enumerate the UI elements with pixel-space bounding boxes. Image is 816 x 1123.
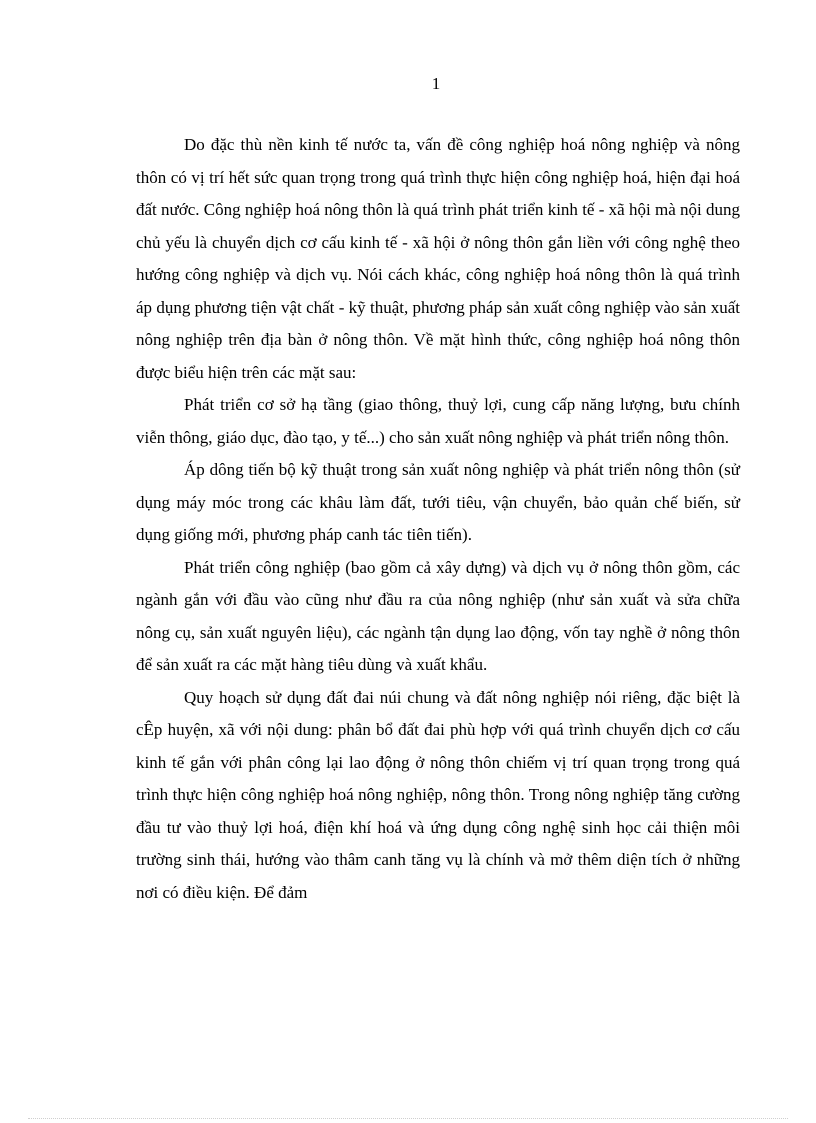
page-number: 1	[431, 74, 441, 93]
paragraph-1: Do đặc thù nền kinh tế nước ta, vấn đề công nghiệp hoá nông nghiệp và nông thôn có vị trí hết sức quan trọng trong quá trình thực hiện công nghiệp hoá, hiện đại hoá đất nước. Công nghiệp hoá nông thôn là quá trình phát triển kinh tế - xã hội mà nội dung chủ yếu là chuyển dịch cơ cấu kinh tế - xã hội ở nông thôn gắn liền với công nghệ theo hướng công nghiệp và dịch vụ. Nói cách khác, công nghiệp hoá nông thôn là quá trình áp dụng phương tiện vật chất - kỹ thuật, phương pháp sản xuất công nghiệp vào sản xuất nông nghiệp trên địa bàn ở nông thôn. Về mặt hình thức, công nghiệp hoá nông thôn được biểu hiện trên các mặt sau:	[136, 135, 740, 382]
paragraph-2: Phát triển cơ sở hạ tầng (giao thông, thuỷ lợi, cung cấp năng lượng, bưu chính viễn thông, giáo dục, đào tạo, y tế...) cho sản xuất nông nghiệp và phát triển nông thôn.	[136, 395, 740, 447]
page-bottom-divider	[28, 1118, 788, 1119]
document-body	[136, 129, 740, 909]
paragraph-5: Quy hoạch sử dụng đất đai núi chung và đất nông nghiệp nói riêng, đặc biệt là cÊp huyện, xã với nội dung: phân bổ đất đai phù hợp với quá trình chuyển dịch cơ cấu kinh tế gắn với phân công lại lao động ở nông thôn chiếm vị trí quan trọng trong quá trình thực hiện công nghiệp hoá nông nghiệp, nông thôn. Trong nông nghiệp tăng cường đầu tư vào thuỷ lợi hoá, điện khí hoá và ứng dụng công nghệ sinh học cải thiện môi trường sinh thái, hướng vào thâm canh tăng vụ là chính và mở thêm diện tích ở những nơi có điều kiện. Để đảm	[136, 687, 740, 902]
paragraph-3: Áp dông tiến bộ kỹ thuật trong sản xuất nông nghiệp và phát triển nông thôn (sử dụng máy móc trong các khâu làm đất, tưới tiêu, vận chuyển, bảo quản chế biến, sử dụng giống mới, phương pháp canh tác tiên tiến).	[136, 460, 740, 544]
paragraph-4: Phát triển công nghiệp (bao gồm cả xây dựng) và dịch vụ ở nông thôn gồm, các ngành gắn với đầu vào cũng như đầu ra của nông nghiệp (như sản xuất và sửa chữa nông cụ, sản xuất nguyên liệu), các ngành tận dụng lao động, vốn tay nghề ở nông thôn để sản xuất ra các mặt hàng tiêu dùng và xuất khẩu.	[136, 557, 740, 674]
